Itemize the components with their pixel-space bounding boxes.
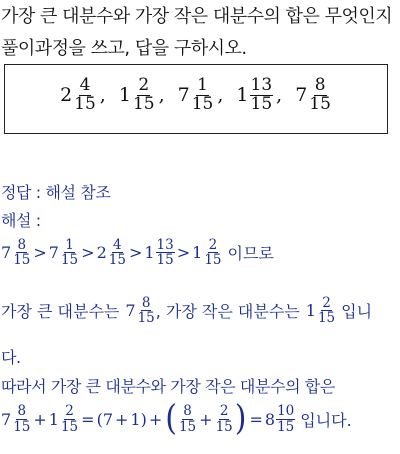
largest-smallest-line: 가장 큰 대분수는 7 $\frac{8}{15}$ , 가장 작은 대분수는 1 $\frac{2}{15}$ 입니	[1, 295, 373, 327]
explanation-label: 해설 :	[1, 211, 41, 230]
therefore-line: 따라서 가장 큰 대분수와 가장 작은 대분수의 합은	[1, 377, 335, 396]
number-list	[5, 77, 387, 114]
mixed-number-5: 7 $\frac{8}{15}$	[295, 75, 331, 114]
answer-label: 정답 : 해설 참조	[1, 183, 111, 202]
separator: ,	[158, 83, 165, 106]
mixed-number-3: 7 $\frac{1}{15}$	[177, 75, 214, 114]
question-line-2: 풀이과정을 쓰고, 답을 구하시오.	[1, 38, 247, 59]
sum-line: 7 $\frac{8}{15}$ + 1 $\frac{2}{15}$ = ( 7 + 1 ) + ( $\frac{8}{15}$ + $\frac{2}{15}$ ) = 8 $\frac{10}{15}$ 입니다.	[1, 398, 352, 439]
separator: ,	[217, 83, 224, 106]
mixed-number-1: 2 $\frac{4}{15}$	[60, 75, 96, 114]
line-wrap: 다.	[1, 348, 21, 367]
question-line-1: 가장 큰 대분수와 가장 작은 대분수의 합은 무엇인지	[1, 6, 393, 27]
ordering-line: 7 $\frac{8}{15}$ > 7 $\frac{1}{15}$ > 2 $\frac{4}{15}$ > 1 $\frac{13}{15}$ > 1 $\frac{2}{15}$ 이므로	[1, 237, 274, 269]
number-box	[4, 64, 388, 134]
separator: ,	[276, 83, 283, 106]
separator: ,	[99, 83, 106, 106]
mixed-number-4: 1 $\frac{13}{15}$	[236, 75, 273, 114]
mixed-number-2: 1 $\frac{2}{15}$	[118, 75, 155, 114]
